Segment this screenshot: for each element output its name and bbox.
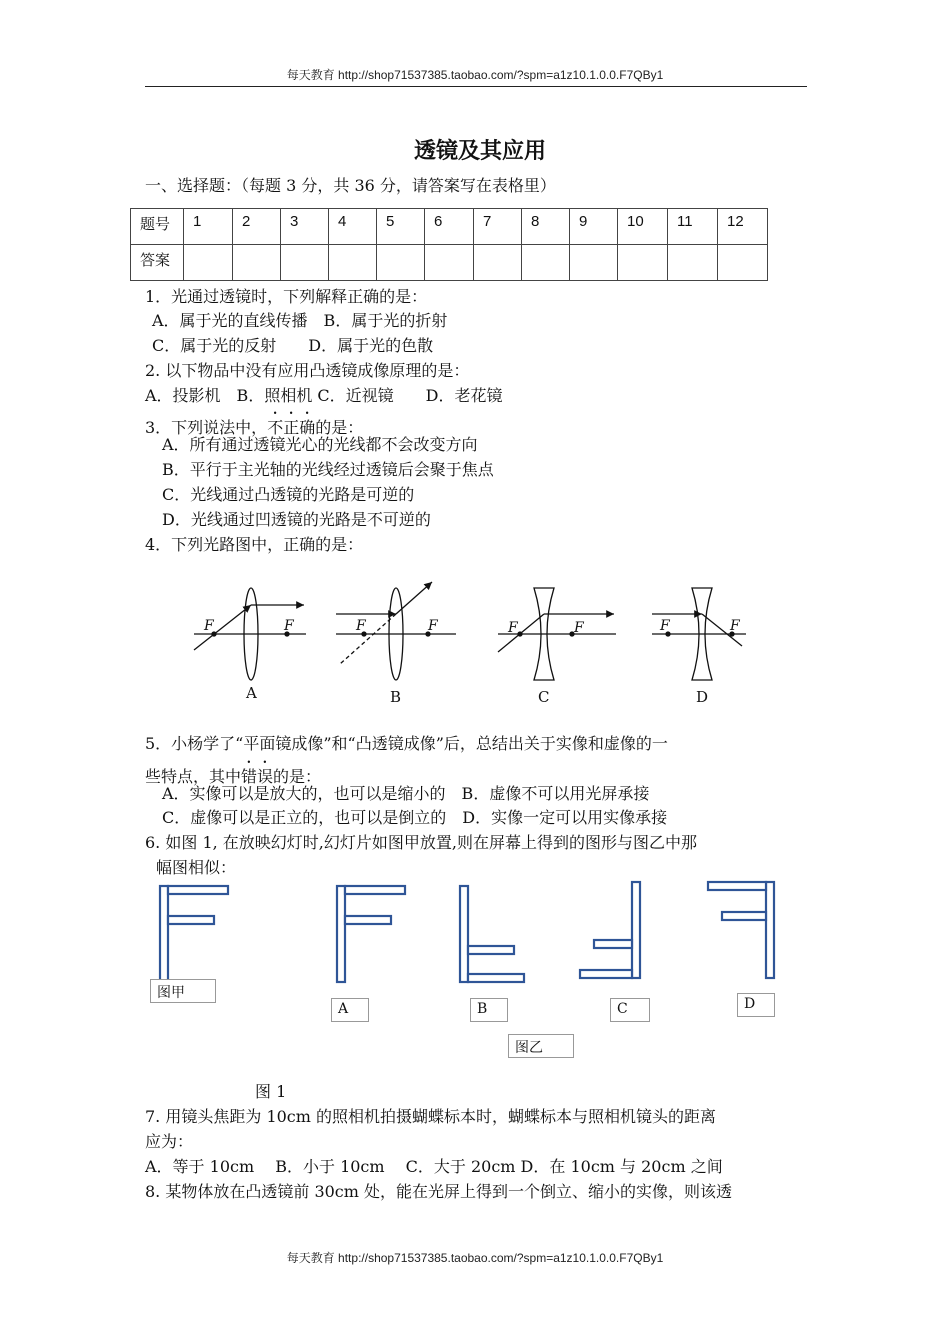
q7-stem-line1: 7. 用镜头焦距为 10cm 的照相机拍摄蝴蝶标本时，蝴蝶标本与照相机镜头的距离 xyxy=(145,1107,717,1126)
question-number: 4 xyxy=(329,209,377,245)
q1-stem: 1．光通过透镜时，下列解释正确的是： xyxy=(145,287,428,306)
option-d-label: D xyxy=(737,993,775,1017)
diagram-label: C xyxy=(538,688,550,706)
figure-b-shape xyxy=(460,886,524,982)
question-number: 2 xyxy=(233,209,281,245)
figure-jia-label: 图甲 xyxy=(150,979,216,1003)
question-number: 8 xyxy=(522,209,570,245)
figure-a-shape xyxy=(337,886,405,982)
answer-cell[interactable] xyxy=(233,245,281,281)
answer-cell[interactable] xyxy=(570,245,618,281)
answer-cell[interactable] xyxy=(184,245,233,281)
answer-cell[interactable] xyxy=(425,245,474,281)
q1-options-ab: A．属于光的直线传播 B．属于光的折射 xyxy=(152,311,448,330)
table-row xyxy=(131,209,768,245)
answer-table xyxy=(130,208,768,281)
answer-cell[interactable] xyxy=(522,245,570,281)
diagram-a xyxy=(194,588,306,680)
figure-c-shape xyxy=(580,882,640,978)
answer-cell[interactable] xyxy=(718,245,768,281)
q5-stem-post: 的是： xyxy=(273,767,322,786)
focus-label: F xyxy=(660,618,670,634)
diagram-b xyxy=(336,582,456,680)
q5-stem-pre: 些特点，其中 xyxy=(145,767,242,786)
q2-options: A．投影机 B．照相机 C．近视镜 D．老花镜 xyxy=(145,386,503,405)
diagram-label: D xyxy=(696,688,709,706)
focus-label: F xyxy=(574,620,584,636)
diagram-label: B xyxy=(390,688,402,706)
focus-label: F xyxy=(284,618,294,634)
section-heading: 一、选择题：（每题 3 分，共 36 分，请答案写在表格里） xyxy=(145,176,556,195)
q8-stem: 8. 某物体放在凸透镜前 30cm 处，能在光屏上得到一个倒立、缩小的实像，则该透 xyxy=(145,1182,733,1201)
question-number: 1 xyxy=(184,209,233,245)
q3-stem-pre: 3．下列说法中， xyxy=(145,418,268,437)
figure-yi-label: 图乙 xyxy=(508,1034,574,1058)
q7-options: A．等于 10cm B．小于 10cm C．大于 20cm D．在 10cm 与 20cm 之间 xyxy=(145,1157,723,1176)
question-number: 5 xyxy=(377,209,425,245)
option-a-label: A xyxy=(331,998,369,1022)
q2-stem: 2. 以下物品中没有应用凸透镜成像原理的是： xyxy=(145,361,470,380)
answer-cell[interactable] xyxy=(377,245,425,281)
figure-caption: 图 1 xyxy=(255,1082,287,1101)
option-c-label: C xyxy=(610,998,650,1022)
q7-stem-line2: 应为： xyxy=(145,1132,194,1151)
question-number: 9 xyxy=(570,209,618,245)
page-footer: 每天教育 http://shop71537385.taobao.com/?spm=a1z10.1.0.0.F7QBy1 xyxy=(286,1251,664,1265)
page-header: 每天教育 http://shop71537385.taobao.com/?spm=a1z10.1.0.0.F7QBy1 xyxy=(286,68,664,82)
question-number: 7 xyxy=(474,209,522,245)
diagram-label: A xyxy=(246,684,257,702)
q3-option-d: D．光线通过凹透镜的光路是不可逆的 xyxy=(162,510,431,529)
q3-option-a: A．所有通过透镜光心的光线都不会改变方向 xyxy=(162,435,478,454)
focus-label: F xyxy=(508,620,518,636)
focus-label: F xyxy=(730,618,740,634)
slide-figures xyxy=(150,878,790,998)
question-number: 6 xyxy=(425,209,474,245)
q5-emphasis: 错误 xyxy=(241,767,274,786)
q5-options-ab: A．实像可以是放大的，也可以是缩小的 B．虚像不可以用光屏承接 xyxy=(162,784,650,803)
table-row-label: 题号 xyxy=(131,209,184,245)
answer-cell[interactable] xyxy=(329,245,377,281)
q6-stem-line2: 幅图相似： xyxy=(156,858,237,877)
answer-cell[interactable] xyxy=(474,245,522,281)
q5-stem-line1: 5．小杨学了“平面镜成像”和“凸透镜成像”后，总结出关于实像和虚像的一 xyxy=(145,734,668,753)
table-row xyxy=(131,245,768,281)
header-rule xyxy=(145,86,807,87)
diagram-d xyxy=(652,588,746,680)
question-number: 3 xyxy=(281,209,329,245)
q4-stem: 4．下列光路图中，正确的是： xyxy=(145,535,364,554)
lens-ray-diagrams xyxy=(180,578,760,708)
q3-stem-post: 的是： xyxy=(315,418,364,437)
q6-stem-line1: 6. 如图 1, 在放映幻灯时,幻灯片如图甲放置,则在屏幕上得到的图形与图乙中那 xyxy=(145,833,697,852)
focus-label: F xyxy=(428,618,438,634)
option-b-label: B xyxy=(470,998,508,1022)
focus-label: F xyxy=(204,618,214,634)
answer-cell[interactable] xyxy=(668,245,718,281)
page-title: 透镜及其应用 xyxy=(413,138,546,164)
q1-options-cd: C．属于光的反射 D．属于光的色散 xyxy=(152,336,434,355)
q3-emphasis: 不正确 xyxy=(267,418,316,437)
question-number: 12 xyxy=(718,209,768,245)
question-number: 10 xyxy=(618,209,668,245)
q3-option-c: C．光线通过凸透镜的光路是可逆的 xyxy=(162,485,415,504)
focus-label: F xyxy=(356,618,366,634)
answer-cell[interactable] xyxy=(618,245,668,281)
answer-cell[interactable] xyxy=(281,245,329,281)
figure-jia-shape xyxy=(160,886,228,982)
table-row-label: 答案 xyxy=(131,245,184,281)
figure-d-shape xyxy=(708,882,774,978)
q3-option-b: B．平行于主光轴的光线经过透镜后会聚于焦点 xyxy=(162,460,494,479)
q5-options-cd: C．虚像可以是正立的，也可以是倒立的 D．实像一定可以用实像承接 xyxy=(162,808,668,827)
question-number: 11 xyxy=(668,209,718,245)
